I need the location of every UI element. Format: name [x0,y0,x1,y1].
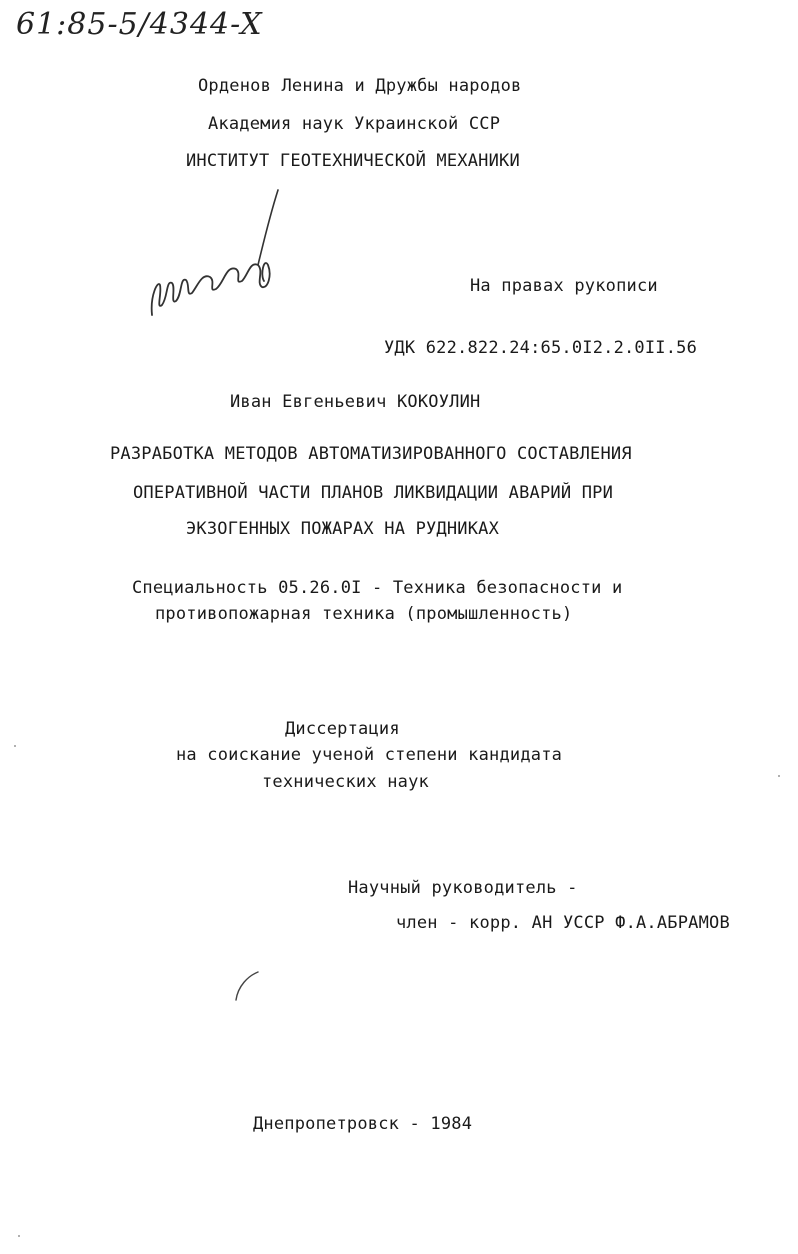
udc-code: УДК 622.822.24:65.0I2.2.0II.56 [384,338,698,358]
author-name: Иван Евгеньевич КОКОУЛИН [230,392,481,412]
dissertation-label: Диссертация [285,719,400,739]
specialty-line-2: противопожарная техника (промышленность) [155,604,573,624]
scan-speck [18,1235,20,1237]
supervisor-label: Научный руководитель - [348,878,578,898]
title-line-1: РАЗРАБОТКА МЕТОДОВ АВТОМАТИЗИРОВАННОГО СОСТАВЛЕНИЯ [110,444,632,464]
scan-speck [14,745,16,747]
archive-code: 61:85-5/4344-X [16,7,263,42]
degree-line: на соискание ученой степени кандидата [176,745,563,765]
scan-speck [778,775,780,777]
title-line-3: ЭКЗОГЕННЫХ ПОЖАРАХ НА РУДНИКАХ [186,519,500,539]
header-line-2: Академия наук Украинской ССР [208,114,501,134]
header-line-3: ИНСТИТУТ ГЕОТЕХНИЧЕСКОЙ МЕХАНИКИ [186,151,520,171]
title-line-2: ОПЕРАТИВНОЙ ЧАСТИ ПЛАНОВ ЛИКВИДАЦИИ АВАРИЙ ПРИ [133,483,614,503]
pen-mark-icon [228,968,268,1008]
place-year: Днепропетровск - 1984 [253,1114,473,1134]
header-line-1: Орденов Ленина и Дружбы народов [198,76,522,96]
specialty-line-1: Специальность 05.26.0I - Техника безопасности и [132,578,623,598]
supervisor-name: член - корр. АН УССР Ф.А.АБРАМОВ [396,913,730,933]
science-field-line: технических наук [262,772,429,792]
rights-note: На правах рукописи [470,276,658,296]
signature-icon [140,185,290,330]
